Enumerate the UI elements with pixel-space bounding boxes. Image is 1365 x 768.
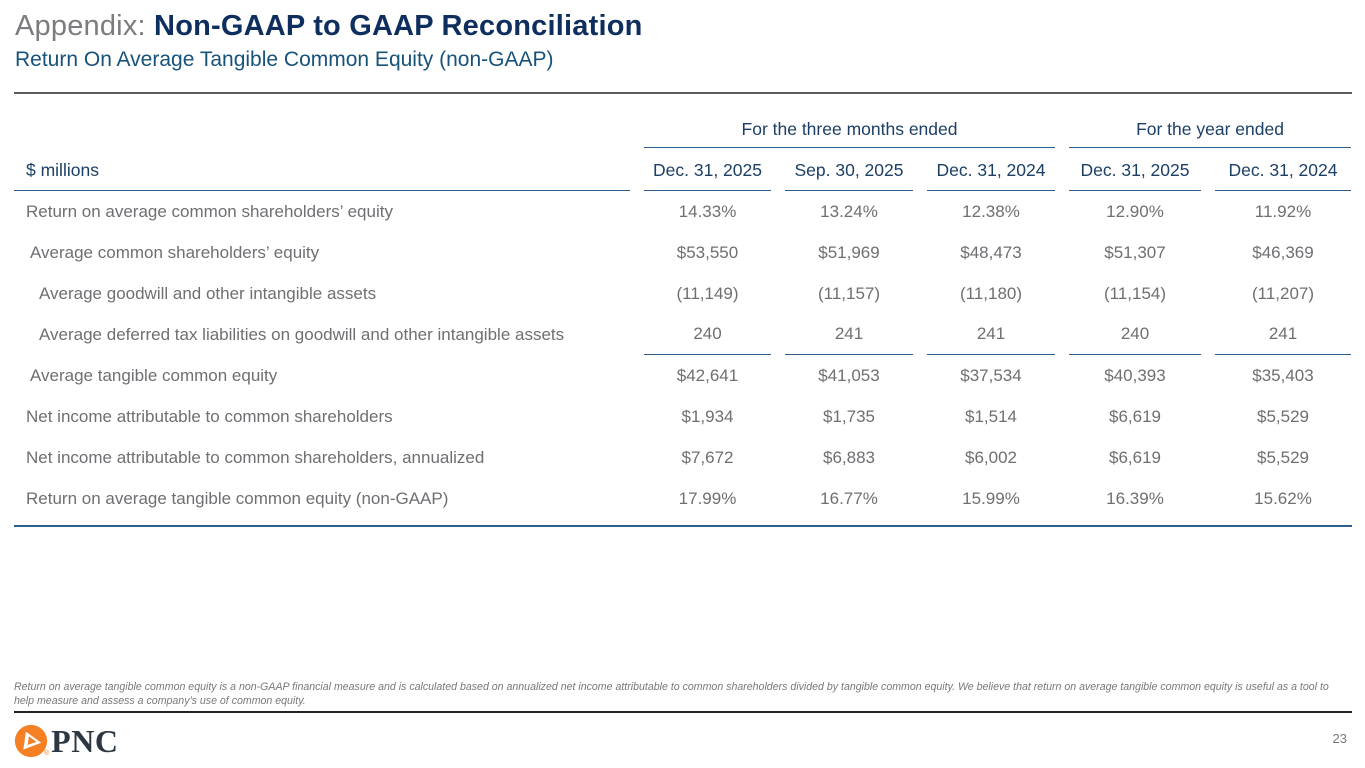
- header: [15, 8, 643, 74]
- value-cell: $6,002: [965, 447, 1017, 467]
- row-label: Average goodwill and other intangible assets: [39, 283, 377, 303]
- value-cell: $41,053: [818, 365, 880, 385]
- value-cell: 15.62%: [1254, 488, 1312, 508]
- value-cell: $40,393: [1104, 365, 1166, 385]
- value-cell: $1,735: [823, 406, 875, 426]
- value-cell: (11,180): [959, 283, 1023, 303]
- value-cell: 11.92%: [1254, 201, 1312, 221]
- value-cell: $42,641: [676, 365, 739, 385]
- table-row: [14, 478, 1352, 519]
- value-cell: $1,934: [681, 406, 734, 426]
- value-cell: 16.77%: [820, 488, 878, 508]
- page-title-main: Non-GAAP to GAAP Reconciliation: [154, 10, 643, 42]
- registered-trademark: ®: [44, 750, 50, 757]
- table-row: [14, 437, 1352, 478]
- value-cell: $35,403: [1252, 365, 1314, 385]
- row-label: Net income attributable to common shareholders, annualized: [26, 447, 485, 467]
- footer-divider: [14, 711, 1352, 713]
- value-cell: $5,529: [1257, 406, 1309, 426]
- column-header: Dec. 31, 2024: [1215, 160, 1351, 191]
- value-cell: 12.90%: [1106, 201, 1164, 221]
- page-subtitle: Return On Average Tangible Common Equity (non-GAAP): [15, 48, 554, 71]
- value-cell: (11,207): [1251, 283, 1315, 303]
- column-header-row: [14, 148, 1352, 191]
- table-row: [14, 273, 1352, 314]
- value-cell: 15.99%: [962, 488, 1020, 508]
- value-cell: $51,969: [818, 242, 880, 262]
- column-header: Dec. 31, 2025: [1069, 160, 1201, 191]
- value-cell: 12.38%: [962, 201, 1020, 221]
- table-row: [14, 314, 1352, 355]
- value-cell: $46,369: [1252, 242, 1314, 262]
- column-header: Dec. 31, 2024: [927, 160, 1055, 191]
- value-cell: $6,619: [1109, 447, 1161, 467]
- table-bottom-divider: [14, 525, 1352, 527]
- value-cell: 14.33%: [678, 201, 737, 221]
- table-row: [14, 191, 1352, 232]
- value-cell: $6,619: [1109, 406, 1161, 426]
- table-row: [14, 355, 1352, 396]
- row-label: Return on average common shareholders’ equity: [26, 201, 393, 221]
- column-header: Dec. 31, 2025: [644, 160, 771, 191]
- value-cell: $6,883: [823, 447, 875, 467]
- pnc-logo: [14, 724, 118, 758]
- value-cell: $51,307: [1104, 242, 1166, 262]
- column-group-three-months: For the three months ended: [644, 119, 1055, 148]
- value-cell: (11,157): [817, 283, 881, 303]
- table-row: [14, 396, 1352, 437]
- value-cell: (11,154): [1103, 283, 1167, 303]
- page-number: 23: [1332, 731, 1347, 746]
- value-cell: (11,149): [676, 283, 739, 303]
- row-label: Return on average tangible common equity (non-GAAP): [26, 488, 449, 508]
- column-group-year: For the year ended: [1069, 119, 1351, 148]
- value-cell: $53,550: [676, 242, 739, 262]
- value-cell: 241: [785, 314, 913, 355]
- value-cell: $1,514: [965, 406, 1017, 426]
- row-label: Average common shareholders’ equity: [30, 242, 320, 262]
- column-header: Sep. 30, 2025: [785, 160, 913, 191]
- unit-label: $ millions: [14, 160, 630, 191]
- value-cell: 240: [644, 314, 771, 355]
- pnc-beacon-icon: [14, 724, 48, 758]
- value-cell: 13.24%: [820, 201, 878, 221]
- value-cell: 241: [927, 314, 1055, 355]
- row-label: Average deferred tax liabilities on goodwill and other intangible assets: [39, 324, 565, 344]
- pnc-wordmark: PNC: [51, 723, 119, 759]
- value-cell: 16.39%: [1106, 488, 1164, 508]
- page-title-prefix: Appendix:: [15, 10, 155, 42]
- value-cell: $5,529: [1257, 447, 1309, 467]
- reconciliation-table: [14, 110, 1352, 527]
- value-cell: 17.99%: [678, 488, 737, 508]
- value-cell: $48,473: [960, 242, 1022, 262]
- value-cell: $37,534: [960, 365, 1022, 385]
- table-row: [14, 232, 1352, 273]
- page-title: [15, 8, 643, 44]
- header-divider: [14, 92, 1352, 94]
- table-body: [14, 191, 1352, 519]
- value-cell: 241: [1215, 314, 1351, 355]
- row-label: Average tangible common equity: [30, 365, 278, 385]
- value-cell: $7,672: [681, 447, 734, 467]
- value-cell: 240: [1069, 314, 1201, 355]
- footnote: Return on average tangible common equity is a non-GAAP financial measure and is calculated based on annualized net income attributable to common shareholders divided by tangible common equity. We believe that return on average tangible common equity is useful as a tool to help measure and assess a company’s use of common equity.: [14, 681, 1329, 707]
- column-group-row: [14, 110, 1352, 148]
- row-label: Net income attributable to common shareholders: [26, 406, 393, 426]
